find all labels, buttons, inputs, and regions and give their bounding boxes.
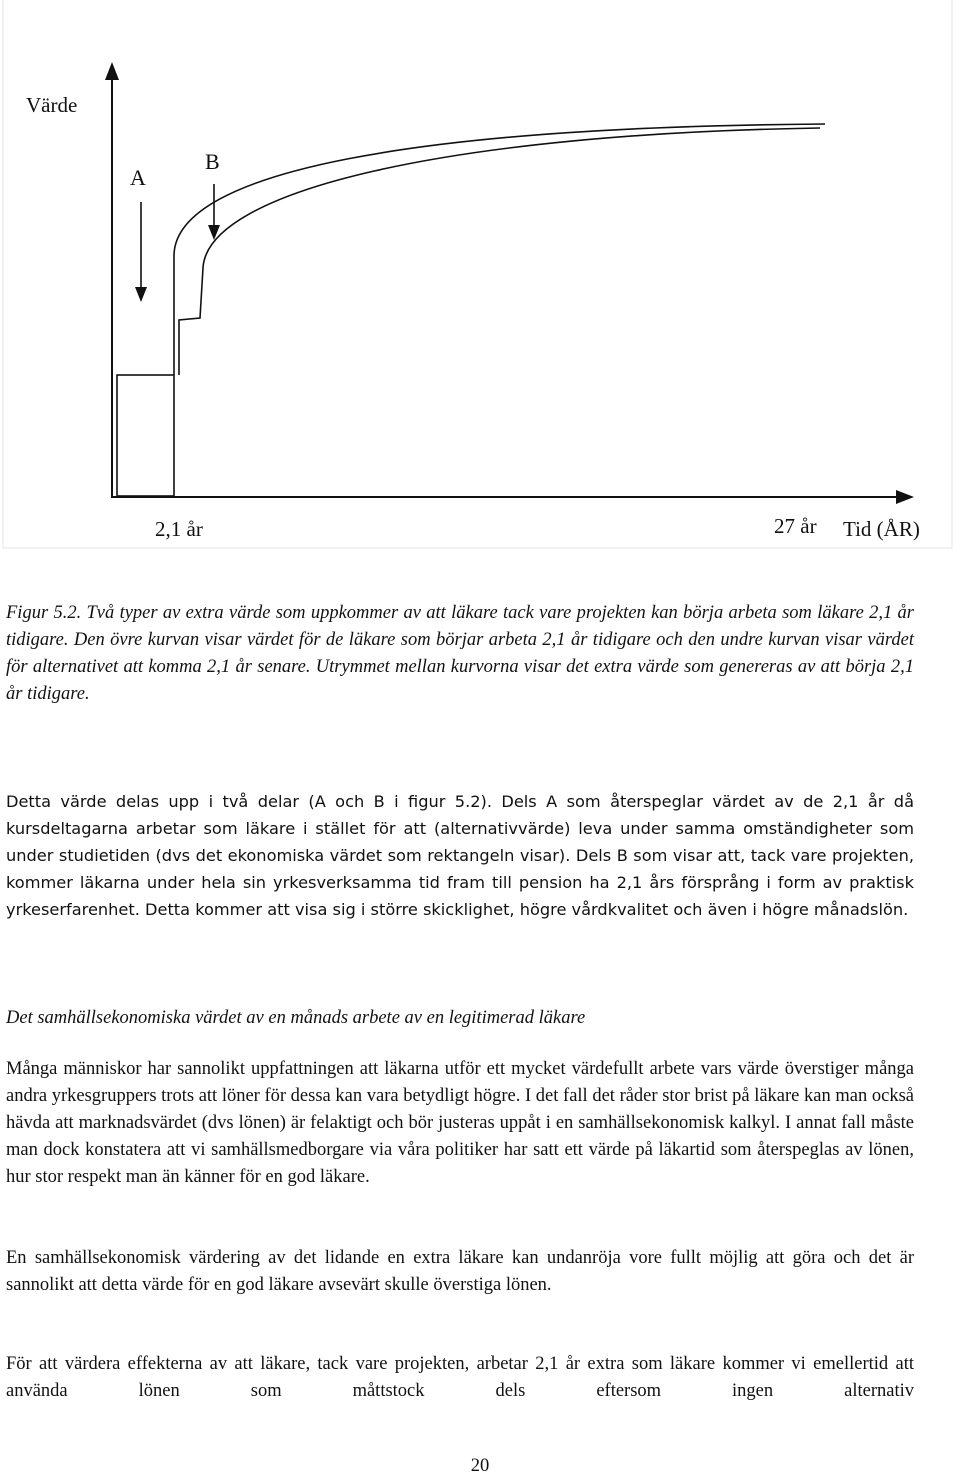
y-axis-arrow-icon — [105, 62, 119, 80]
upper-value-curve — [174, 124, 825, 375]
x-tick-start: 2,1 år — [155, 517, 203, 541]
paragraph-value-parts: Detta värde delas upp i två delar (A och B i figur 5.2). Dels A som återspeglar värdet av de 2,1 år då kursdeltagarna arbetar som läkare i stället för att (alternativvärde) leva under samma omständigheter som under studietiden (dvs det ekonomiska värdet som rektangeln visar). Dels B som visar att, tack vare projekten, kommer läkarna under hela sin yrkesverksamma tid fram till pension ha 2,1 års försprång i form av praktisk yrkeserfarenhet. Detta kommer att visa sig i större skicklighet, högre vårdkvalitet och även i högre månadslön. — [6, 792, 914, 919]
arrow-a-icon — [135, 287, 147, 302]
label-b: B — [205, 149, 220, 174]
paragraph-salary-measure: För att värdera effekterna av att läkare, tack vare projekten, arbetar 2,1 år extra som läkare kommer vi emellertid att använda lönen som måttstock dels eftersom ingen alternativ — [6, 1354, 914, 1401]
figure-5-2 — [0, 0, 960, 560]
x-axis-label: Tid (ÅR) — [843, 517, 920, 541]
lower-value-curve — [179, 128, 820, 375]
section-heading: Det samhällsekonomiska värdet av en månads arbete av en legitimerad läkare — [6, 1008, 586, 1028]
x-axis-arrow-icon — [896, 490, 914, 504]
y-axis-label: Värde — [26, 93, 78, 117]
paragraph-suffering-valuation: En samhällsekonomisk värdering av det lidande en extra läkare kan undanröja vore fullt möjlig att göra och det är sannolikt att detta värde för en god läkare avsevärt skulle överstiga lönen. — [6, 1248, 914, 1295]
label-a: A — [130, 165, 146, 190]
paragraph-perception: Många människor har sannolikt uppfattningen att läkarna utför ett mycket värdefullt arbete vars värde överstiger många andra yrkesgruppers trots att löner för dessa kan vara betydligt högre. I det fall det råder stor brist på läkare kan man också hävda att marknadsvärdet (dvs lönen) är felaktigt och bör justeras uppåt i en samhällsekonomisk kalkyl. I annat fall måste man dock konstatera att vi samhällsmedborgare via våra politiker har satt ett värde på läkartid som återspeglas av lönen, hur stor respekt man än känner för en god läkare. — [6, 1059, 914, 1187]
page-number: 20 — [470, 1456, 490, 1476]
x-tick-end: 27 år — [774, 514, 817, 538]
value-diagram — [0, 0, 960, 560]
period-rectangle — [117, 375, 174, 496]
figure-caption: Figur 5.2. Två typer av extra värde som uppkommer av att läkare tack vare projekten kan börja arbeta som läkare 2,1 år tidigare. Den övre kurvan visar värdet för de läkare som börjar arbeta 2,1 år tidigare och den undre kurvan visar värdet för alternativet att komma 2,1 år senare. Utrymmet mellan kurvorna visar det extra värde som genereras av att börja 2,1 år tidigare. — [6, 603, 914, 704]
